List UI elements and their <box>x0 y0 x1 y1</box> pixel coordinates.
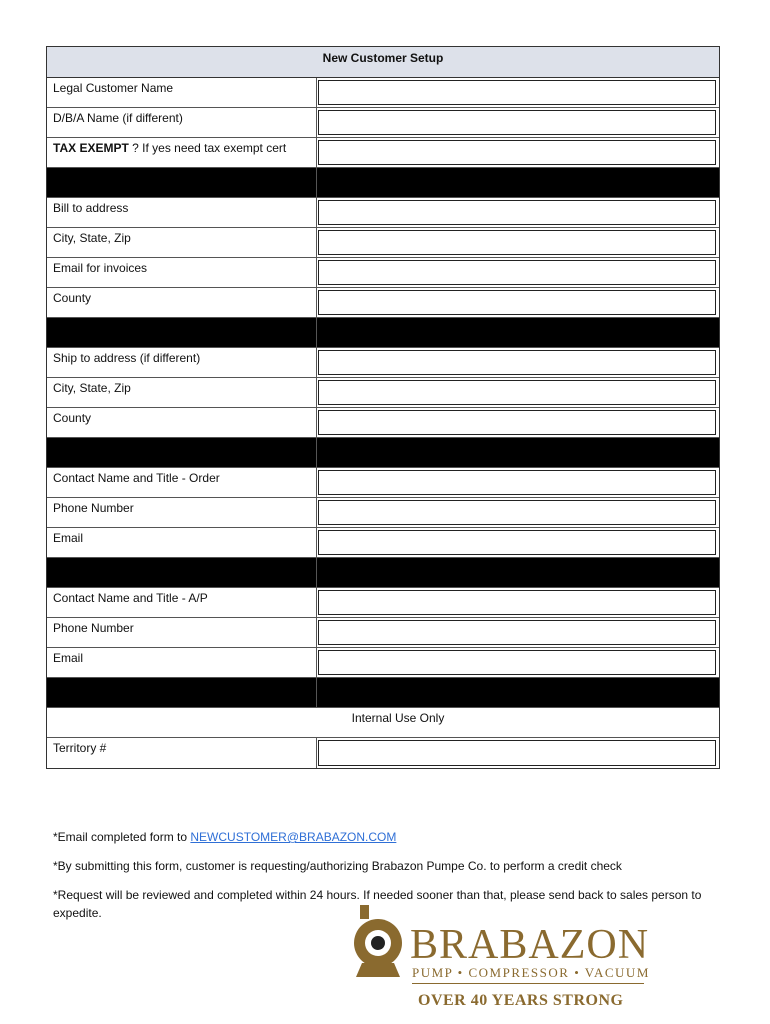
invoice-email-input[interactable] <box>318 260 716 285</box>
ship-county-row <box>47 408 719 438</box>
dba-name-row <box>47 108 719 138</box>
logo-emblem-icon <box>352 905 408 981</box>
order-email-input[interactable] <box>318 530 716 555</box>
logo-subtitle: PUMP • COMPRESSOR • VACUUM <box>412 965 650 980</box>
bill-address-label: Bill to address <box>47 198 317 227</box>
ap-contact-row <box>47 588 719 618</box>
ship-address-row <box>47 348 719 378</box>
territory-label: Territory # <box>47 738 317 768</box>
territory-input[interactable] <box>318 740 716 766</box>
invoice-email-row <box>47 258 719 288</box>
section-separator <box>47 678 719 708</box>
order-contact-label: Contact Name and Title - Order <box>47 468 317 497</box>
internal-use-heading: Internal Use Only <box>47 708 719 738</box>
ship-city-input[interactable] <box>318 380 716 405</box>
ship-city-label: City, State, Zip <box>47 378 317 407</box>
legal-name-label: Legal Customer Name <box>47 78 317 107</box>
ap-email-input[interactable] <box>318 650 716 675</box>
tax-exempt-label <box>47 138 317 167</box>
email-link[interactable]: NEWCUSTOMER@BRABAZON.COM <box>190 830 397 844</box>
ship-address-input[interactable] <box>318 350 716 375</box>
logo-tagline: OVER 40 YEARS STRONG <box>418 992 624 1009</box>
legal-name-input[interactable] <box>318 80 716 105</box>
review-note: *Request will be reviewed and completed within 24 hours. If needed sooner than that, please send back to sales person to expedite. <box>53 888 702 920</box>
bill-city-row <box>47 228 719 258</box>
invoice-email-label: Email for invoices <box>47 258 317 287</box>
bill-city-input[interactable] <box>318 230 716 255</box>
tax-exempt-label-bold: TAX EXEMPT <box>53 141 129 155</box>
logo-divider <box>412 983 644 984</box>
email-instruction <box>53 828 723 846</box>
credit-check-note: *By submitting this form, customer is requesting/authorizing Brabazon Pumpe Co. to perform a credit check <box>53 859 622 873</box>
ap-phone-input[interactable] <box>318 620 716 645</box>
ap-email-label: Email <box>47 648 317 677</box>
email-instruction-text: *Email completed form to <box>53 830 191 844</box>
order-contact-row <box>47 468 719 498</box>
bill-city-label: City, State, Zip <box>47 228 317 257</box>
bill-county-row <box>47 288 719 318</box>
section-separator <box>47 168 719 198</box>
bill-address-row <box>47 198 719 228</box>
order-email-row <box>47 528 719 558</box>
territory-row <box>47 738 719 768</box>
section-separator <box>47 438 719 468</box>
dba-name-input[interactable] <box>318 110 716 135</box>
ap-phone-label: Phone Number <box>47 618 317 647</box>
bill-address-input[interactable] <box>318 200 716 225</box>
ap-contact-label: Contact Name and Title - A/P <box>47 588 317 617</box>
tax-exempt-row <box>47 138 719 168</box>
legal-name-row <box>47 78 719 108</box>
ap-email-row <box>47 648 719 678</box>
tax-exempt-input[interactable] <box>318 140 716 165</box>
new-customer-form <box>46 46 720 769</box>
bill-county-label: County <box>47 288 317 317</box>
bill-county-input[interactable] <box>318 290 716 315</box>
form-title: New Customer Setup <box>47 47 719 78</box>
logo-brand-text: BRABAZON <box>410 922 650 968</box>
order-email-label: Email <box>47 528 317 557</box>
ship-address-label: Ship to address (if different) <box>47 348 317 377</box>
ap-phone-row <box>47 618 719 648</box>
ship-city-row <box>47 378 719 408</box>
section-separator <box>47 318 719 348</box>
dba-name-label: D/B/A Name (if different) <box>47 108 317 137</box>
ap-contact-input[interactable] <box>318 590 716 615</box>
order-phone-label: Phone Number <box>47 498 317 527</box>
order-contact-input[interactable] <box>318 470 716 495</box>
ship-county-input[interactable] <box>318 410 716 435</box>
tax-exempt-label-rest: ? If yes need tax exempt cert <box>128 141 287 155</box>
order-phone-input[interactable] <box>318 500 716 525</box>
section-separator <box>47 558 719 588</box>
ship-county-label: County <box>47 408 317 437</box>
order-phone-row <box>47 498 719 528</box>
brabazon-logo <box>350 905 650 1015</box>
